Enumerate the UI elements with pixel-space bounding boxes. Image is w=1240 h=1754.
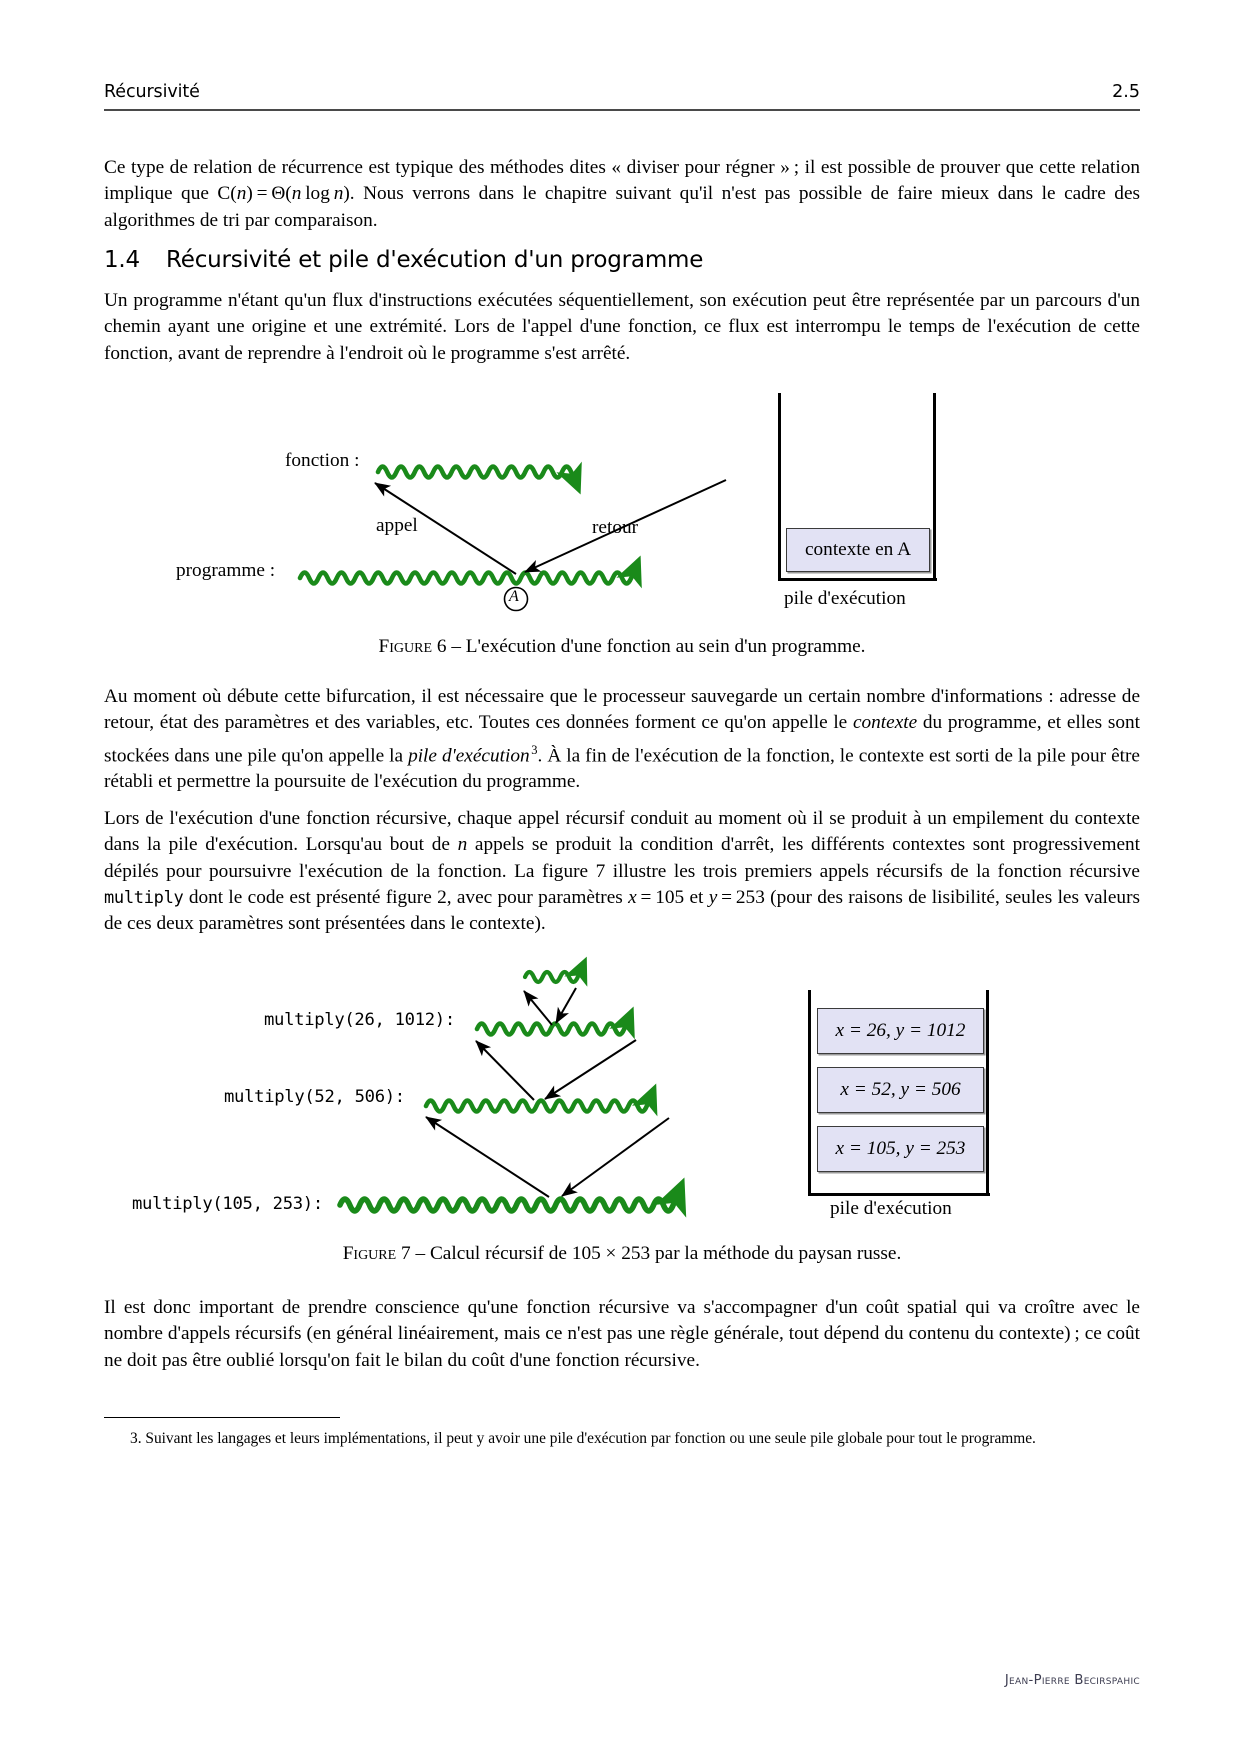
paragraph-after-section: Un programme n'étant qu'un flux d'instructions exécutées séquentiellement, son exécution peut être représentée par un parcours d'un chemin ayant une origine et une extrémité. Lors de l'appel d'une fonction, ce flux est interrompu le temps de l'exécution de cette fonction, avant de reprendre à l'endroit où le programme s'est arrêté. bbox=[104, 290, 1140, 364]
figure7-call-label-1: multiply(52, 506): bbox=[224, 1087, 405, 1107]
footnote-text: Suivant les langages et leurs implémentations, il peut y avoir une pile d'exécution par fonction ou une seule pile globale pour tout le programme. bbox=[145, 1430, 1036, 1447]
paragraph-intro-wrap bbox=[104, 155, 1140, 234]
figure7-stack-bottom bbox=[808, 1193, 990, 1196]
figure6-caption-number: 6 bbox=[436, 636, 447, 657]
figure7-arrow-return-1 bbox=[545, 1040, 636, 1099]
figure6-stack-left-wall bbox=[778, 393, 781, 581]
figure6-stack-caption: pile d'exécution bbox=[784, 588, 906, 609]
section-heading-wrap bbox=[104, 247, 1140, 273]
figure7-context-box-1 bbox=[817, 1067, 984, 1113]
figure6-arrow-appel bbox=[375, 483, 516, 574]
page-number: 2.5 bbox=[1112, 82, 1140, 102]
paragraph-after-fig6-wrap bbox=[104, 684, 1140, 796]
paragraph-after-section-wrap bbox=[104, 288, 1140, 367]
footnote bbox=[104, 1428, 1140, 1450]
figure7-arrow-call-0 bbox=[524, 991, 552, 1025]
paragraph-after-fig7-wrap bbox=[104, 1295, 1140, 1374]
figure-7 bbox=[104, 955, 1140, 1264]
figure6-label-retour: retour bbox=[592, 517, 639, 538]
figure7-stack-right-wall bbox=[986, 990, 989, 1196]
section-title: Récursivité et pile d'exécution d'un programme bbox=[166, 247, 704, 273]
section-number: 1.4 bbox=[104, 247, 140, 273]
footnote-marker: 3. bbox=[130, 1430, 142, 1447]
paragraph-intro: Ce type de relation de récurrence est typique des méthodes dites « diviser pour régner » ; il est possible de prouver que cette relation implique que C(n) = Θ(n log n). Nous verrons dans le chapitre suivant qu'il n'est pas possible de faire mieux dans le cadre des algorithmes de tri par comparaison. bbox=[104, 157, 1141, 231]
figure6-label-fonction: fonction : bbox=[285, 450, 360, 471]
figure7-wave-level3 bbox=[340, 1199, 673, 1211]
figure7-caption-text: – Calcul récursif de 105 × 253 par la méthode du paysan russe. bbox=[415, 1243, 902, 1264]
figure7-arrow-call-1 bbox=[476, 1041, 534, 1100]
figure7-arrow-return-2 bbox=[562, 1118, 669, 1196]
paragraph-after-fig7: Il est donc important de prendre conscience qu'une fonction récursive va s'accompagner d'un coût spatial qui va croître avec le nombre d'appels récursifs (en général linéairement, mais ce n'est pas une règle générale, tout dépend du contenu du contexte) ; ce coût ne doit pas être oublié lorsqu'on fait le bilan du coût d'une fonction récursive. bbox=[104, 1297, 1140, 1371]
figure7-caption bbox=[104, 1243, 1140, 1265]
figure7-context-box-0 bbox=[817, 1008, 984, 1054]
figure6-diagram bbox=[104, 390, 864, 620]
figure7-arrow-call-2 bbox=[426, 1117, 549, 1197]
figure7-context-text-1: x = 52, y = 506 bbox=[840, 1079, 961, 1100]
paragraph-before-fig7: Lors de l'exécution d'une fonction récursive, chaque appel récursif conduit au moment où il se produit à un empilement du contexte dans la pile d'exécution. Lorsqu'au bout de n appels se produit la condition d'arrêt, les différents contextes sont progressivement dépilés pour poursuivre l'exécution de la fonction. La figure 7 illustre les trois premiers appels récursifs de la fonction récursive multiply dont le code est présenté figure 2, avec pour paramètres x = 105 et y = 253 (pour des raisons de lisibilité, seules les valeurs de ces deux paramètres sont présentées dans le contexte). bbox=[104, 808, 1141, 935]
figure7-context-text-2: x = 105, y = 253 bbox=[835, 1138, 966, 1159]
running-head-title: Récursivité bbox=[104, 82, 200, 102]
figure6-stack-right-wall bbox=[933, 393, 936, 581]
figure7-caption-number: 7 bbox=[401, 1243, 411, 1264]
section-heading bbox=[104, 247, 1140, 273]
figure7-context-box-2 bbox=[817, 1126, 984, 1172]
figure6-caption bbox=[104, 636, 1140, 658]
figure6-context-box: contexte en A bbox=[786, 528, 930, 572]
figure7-wave-level2 bbox=[426, 1101, 647, 1112]
figure7-arrow-return-0 bbox=[556, 988, 576, 1023]
figure-6 bbox=[104, 390, 1140, 660]
figure6-arrow-retour bbox=[525, 480, 726, 572]
figure7-wave-level1 bbox=[477, 1024, 624, 1035]
paragraph-before-fig7-wrap bbox=[104, 806, 1140, 937]
running-head bbox=[104, 82, 1140, 116]
figure6-caption-text: – L'exécution d'une fonction au sein d'un programme. bbox=[451, 636, 866, 657]
figure6-wave-programme bbox=[300, 573, 631, 584]
figure6-label-programme: programme : bbox=[176, 560, 276, 581]
header-rule bbox=[104, 109, 1140, 111]
colophon: Jean-Pierre Becirspahic bbox=[1004, 1673, 1140, 1688]
footnote-rule bbox=[104, 1417, 340, 1418]
figure7-stack-caption: pile d'exécution bbox=[830, 1198, 952, 1219]
figure6-point-a-label: A bbox=[509, 588, 519, 605]
figure7-call-label-0: multiply(26, 1012): bbox=[264, 1010, 455, 1030]
figure7-diagram bbox=[104, 955, 864, 1245]
figure7-wave-top bbox=[525, 972, 578, 982]
figure7-context-text-0: x = 26, y = 1012 bbox=[835, 1020, 966, 1041]
figure6-wave-fonction bbox=[378, 467, 571, 478]
figure6-label-appel: appel bbox=[376, 515, 418, 536]
figure7-stack-left-wall bbox=[808, 990, 811, 1196]
figure7-caption-prefix: Figure bbox=[342, 1243, 397, 1264]
figure6-caption-prefix: Figure bbox=[378, 636, 433, 657]
figure6-stack-bottom bbox=[778, 578, 937, 581]
figure7-call-label-2: multiply(105, 253): bbox=[132, 1194, 323, 1214]
paragraph-after-fig6: Au moment où débute cette bifurcation, il est nécessaire que le processeur sauvegarde un certain nombre d'informations : adresse de retour, état des paramètres et des variables, etc. Toutes ces données forment ce qu'on appelle le contexte du programme, et elles sont stockées dans une pile qu'on appelle la pile d'exécution $^3$. À la fin de l'exécution de la fonction, le contexte est sorti de la pile pour être rétabli et permettre la poursuite de l'exécution du programme. bbox=[104, 686, 1140, 793]
